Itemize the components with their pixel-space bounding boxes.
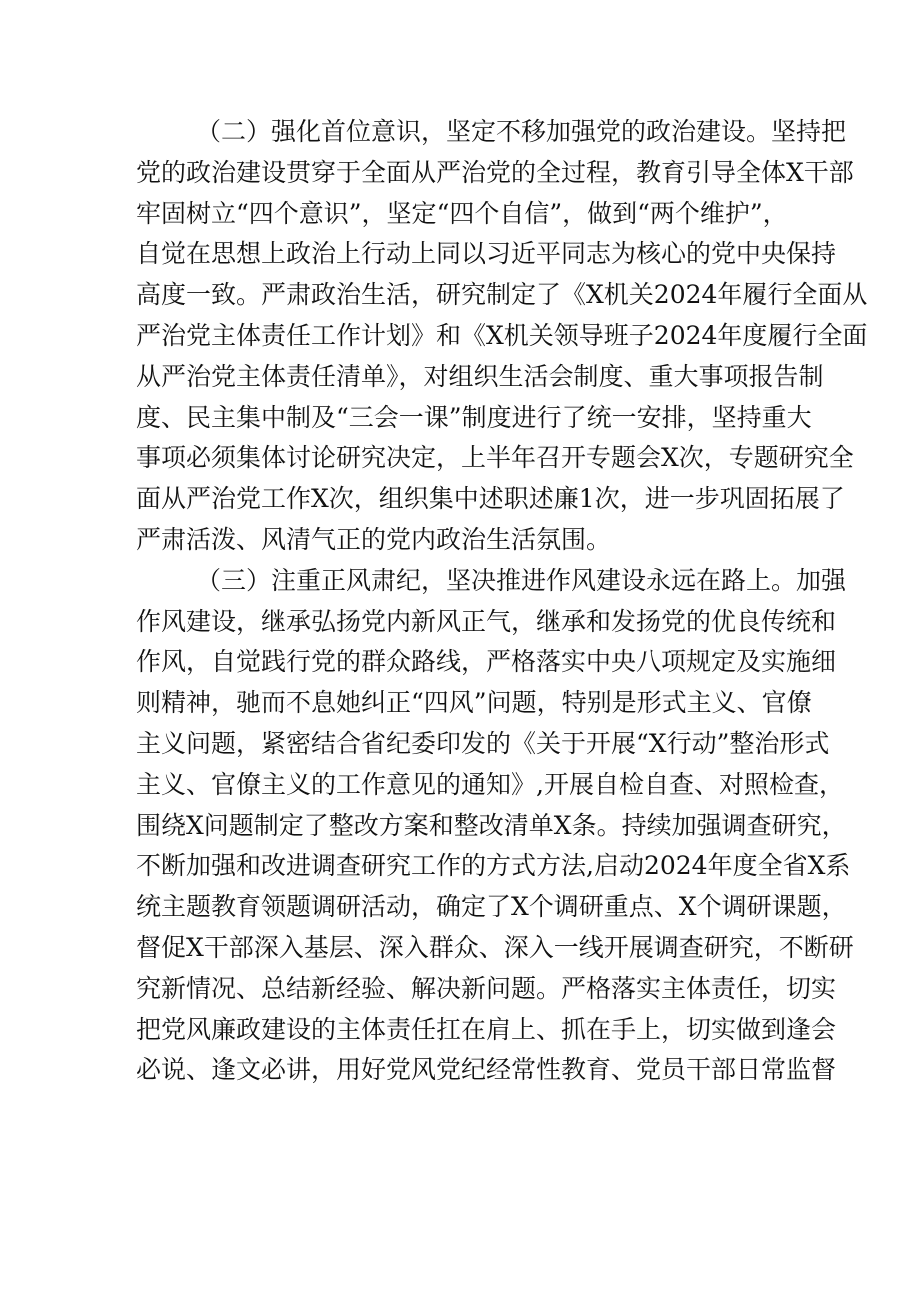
text-line: 严肃活泼、风清气正的党内政治生活氛围。 xyxy=(136,524,612,554)
text-line: （二）强化首位意识，坚定不移加强党的政治建设。坚持把 xyxy=(196,117,847,146)
text-line: 把党风廉政建设的主体责任扛在肩上、抓在手上，切实做到逢会 xyxy=(136,1014,837,1044)
text-line: 统主题教育领题调研活动，确定了X个调研重点、X个调研课题， xyxy=(136,892,847,922)
text-line: 面从严治党工作X次，组织集中述职述廉1次，进一步巩固拓展了 xyxy=(136,484,845,514)
text-line: 主义问题，紧密结合省纪委印发的《关于开展“X行动”整治形式 xyxy=(136,728,830,758)
text-line: 从严治党主体责任清单》，对组织生活会制度、重大事项报告制 xyxy=(136,361,824,391)
text-line: 高度一致。严肃政治生活，研究制定了《X机关2024年履行全面从 xyxy=(136,280,868,310)
paragraph-3 xyxy=(136,561,854,1091)
text-line: 党的政治建设贯穿于全面从严治党的全过程，教育引导全体X干部 xyxy=(136,157,854,187)
text-line: 不断加强和改进调查研究工作的方式方法,启动2024年度全省X系 xyxy=(136,851,851,881)
text-line: 主义、官僚主义的工作意见的通知》,开展自检自查、对照检查， xyxy=(136,769,844,799)
text-line: 作风建设，继承弘扬党内新风正气，继承和发扬党的优良传统和 xyxy=(136,606,837,636)
text-line: 牢固树立“四个意识”，坚定“四个自信”，做到“两个维护”， xyxy=(136,198,788,228)
text-line: 究新情况、总结新经验、解决新问题。严格落实主体责任，切实 xyxy=(136,973,837,1003)
paragraph-2 xyxy=(136,112,868,561)
text-line: 必说、逢文必讲，用好党风党纪经常性教育、党员干部日常监督 xyxy=(136,1055,837,1085)
text-line: 围绕X问题制定了整改方案和整改清单X条。持续加强调查研究， xyxy=(136,810,847,840)
text-line: 事项必须集体讨论研究决定，上半年召开专题会X次，专题研究全 xyxy=(136,443,854,473)
text-line: 度、民主集中制及“三会一课”制度进行了统一安排，坚持重大 xyxy=(136,402,812,432)
text-line: （三）注重正风肃纪，坚决推进作风建设永远在路上。加强 xyxy=(196,565,847,595)
text-line: 作风，自觉践行党的群众路线，严格落实中央八项规定及实施细 xyxy=(136,647,837,677)
text-line: 则精神，驰而不息她纠正“四风”问题，特别是形式主义、官僚 xyxy=(136,688,812,718)
text-line: 自觉在思想上政治上行动上同以习近平同志为核心的党中央保持 xyxy=(136,239,837,269)
text-line: 督促X干部深入基层、深入群众、深入一线开展调查研究，不断研 xyxy=(136,932,854,962)
document-body xyxy=(136,112,868,1091)
text-line: 严治党主体责任工作计划》和《X机关领导班子2024年度履行全面 xyxy=(136,320,868,350)
